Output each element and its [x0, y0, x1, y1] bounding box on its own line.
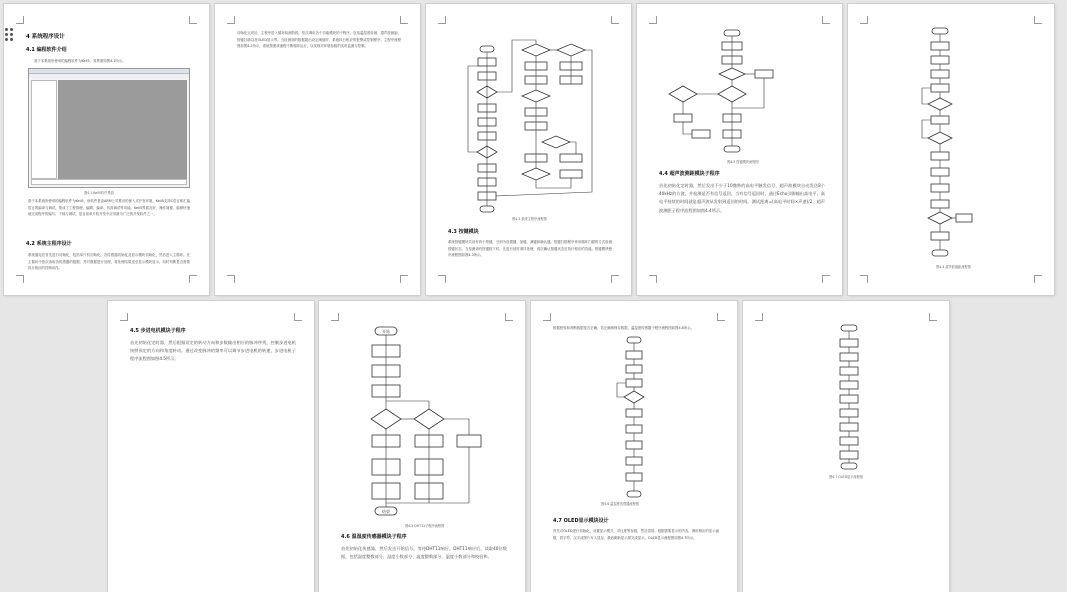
document-page-4[interactable] [637, 4, 842, 295]
intro-text: 基于本系统所使用的编程软件为Keil5，其界面如图4.1所示。 [34, 59, 126, 63]
document-page-9[interactable] [743, 301, 949, 592]
section-heading: 4.6 温湿度传感器模块子程序 [341, 534, 407, 540]
key-flowchart [637, 4, 842, 295]
crop-mark [294, 313, 302, 321]
figure-caption: 图4.7 OLED显示流程图 [829, 475, 863, 479]
section-heading: 4.1 编程软件介绍 [26, 47, 67, 53]
crop-mark [227, 275, 235, 283]
crop-mark [16, 275, 24, 283]
oled-flowchart [743, 301, 949, 592]
figure-caption: 图4.4 超声波测距流程图 [936, 265, 971, 269]
crop-mark [189, 275, 197, 283]
figure-caption: 图4.6 温湿度传感器流程图 [601, 502, 639, 506]
section-heading: 4.7 OLED显示模块设计 [553, 518, 609, 524]
body-paragraph: 基于本系统所使用的编程软件为Keil5，该软件是由ARM公司推出的嵌入式开发环境，Keil5支持C语言和汇编语言的编译与调试，集成了工程管理、编辑、编译、仿真调试等功能。Keil5界面友好，操作简便，能够快速地完成程序的编写、下载与调试，是目前单片机开发中应用最为广泛的开发软件之一。 [28, 199, 190, 217]
flow-end-label: 结束 [382, 509, 390, 514]
body-paragraph: 根据校验和判断数据是否正确，若正确则保存数据，温湿度传感器子程序流程图如图4.6所示。 [553, 326, 695, 330]
body-paragraph: 首先对OLED进行初始化，设置显示模式、对比度等参数，然后清屏。根据需要显示的内容，调用相应的显示函数，将字符、汉字或图片写入显存，最后刷新显示屏完成显示。OLED显示流程图如图4.7所示。 [553, 529, 719, 540]
section-heading: 4.2 系统主程序设计 [26, 241, 72, 247]
document-page-7[interactable] [319, 301, 525, 592]
drag-handle-icon[interactable] [5, 28, 14, 42]
document-page-6[interactable] [108, 301, 314, 592]
body-paragraph: 首先初始化定时器，然后发出不少于10微秒的高电平触发信号，超声波模块自动发送8个40kHz的方波，并检测是否有信号返回。当有信号返回时，通过Echo引脚输出高电平，高电平持续的时间就是超声波从发射到返回的时间。测试距离=(高电平时间×声速)/2。超声波测距子程序流程图如图4.4所示。 [659, 183, 825, 213]
body-paragraph: 系统通电后首先进行初始化，包括单片机初始化、各传感器初始化及显示模块初始化，然后进入主循环。在主循环中依次读取各传感器的数据，并对数据进行处理，将处理结果送至显示模块显示，同时判断是否需要执行相应的控制动作。 [28, 253, 190, 271]
document-page-5[interactable] [848, 4, 1054, 295]
body-paragraph: 初始化完成后，主程序进入循环检测阶段，依次调用各个功能模块的子程序，包括温湿度检测、超声波测距、按键扫描以及OLED显示等。当检测到的数据超出设定阈值时，系统执行相应的报警或控制程序。主程序流程图如图4.2所示，系统按照该流程不断循环运行，以实现对环境参数的实时监测与控制。 [237, 31, 401, 49]
software-screenshot [28, 68, 190, 188]
section-heading: 4.5 步进电机模块子程序 [130, 328, 186, 334]
section-heading: 4.3 按键模块 [448, 229, 479, 235]
document-page-2[interactable] [215, 4, 420, 295]
figure-caption: 图4.3 按键模块流程图 [727, 160, 759, 164]
crop-mark [189, 16, 197, 24]
crop-mark [16, 16, 24, 24]
document-page-3[interactable] [426, 4, 631, 295]
body-paragraph: 首先初始化传感器，然后发送开始信号，等待DHT11响应。DHT11响应后，读取40位数据，包括湿度整数部分、湿度小数部分、温度整数部分、温度小数部分和校验和。 [341, 546, 507, 560]
section-heading: 4.4 超声波测距模块子程序 [659, 171, 720, 177]
body-paragraph: 系统按键模块共设有四个按键，分别为设置键、加键、减键和确认键。按键扫描程序采用循环扫描的方式检测按键状态，当检测到有按键按下时，先进行延时消抖处理，再次确认按键状态后执行相应的功能。按键模块程序流程图如图4.3所示。 [448, 240, 612, 258]
crop-mark [400, 275, 408, 283]
document-page-8[interactable] [531, 301, 737, 592]
ultrasonic-flowchart [848, 4, 1054, 295]
figure-caption: 图4.1 Keil5软件界面 [84, 191, 114, 195]
crop-mark [227, 16, 235, 24]
crop-mark [120, 313, 128, 321]
document-page-1[interactable] [4, 4, 209, 295]
figure-caption: 图4.5 DHT11子程序流程图 [405, 524, 445, 528]
body-paragraph: 首先初始化定时器，然后根据设定的转动方向和步数输出相应的脉冲序列，控制步进电机按照预定的方向和角度转动。通过改变脉冲的频率可以调节步进电机的转速，步进电机子程序流程图如图4.5所示。 [130, 340, 296, 362]
flow-start-label: 开始 [382, 329, 390, 334]
figure-caption: 图4.2 系统主程序流程图 [512, 217, 547, 221]
chapter-heading: 4 系统程序设计 [26, 34, 65, 40]
crop-mark [400, 16, 408, 24]
